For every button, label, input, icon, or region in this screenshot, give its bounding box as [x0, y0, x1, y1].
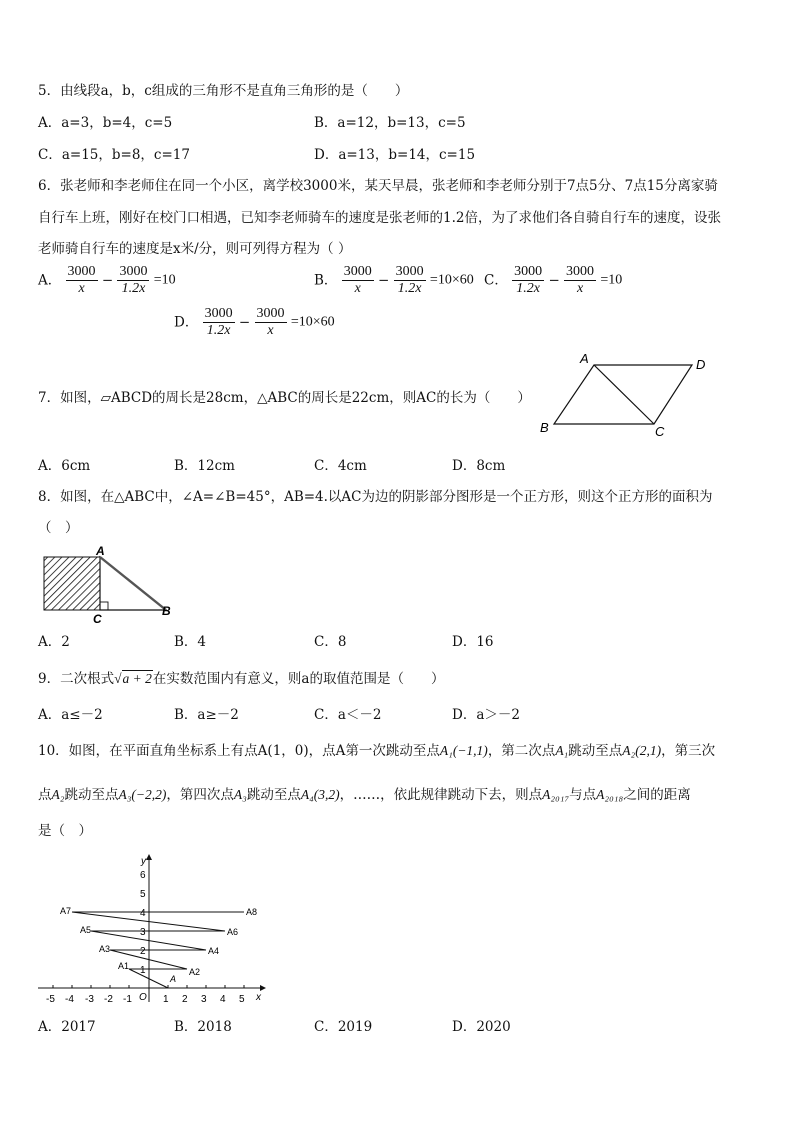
fraction: $\frac{3000}{x}$ [343, 264, 372, 296]
q7-option-d[interactable]: D．8cm [452, 458, 506, 474]
q6-option-c[interactable]: C． $\frac{3000}{1.2x}$ − $\frac{3000}{x}$ =10 [484, 264, 623, 296]
q6-option-d[interactable]: D． $\frac{3000}{1.2x}$ − $\frac{3000}{x}$ =10×60 [174, 306, 335, 338]
q5-option-d[interactable]: D．a=13，b=14，c=15 [314, 147, 476, 163]
x-tick: 3 [201, 994, 207, 1005]
q5-option-a[interactable]: A．a=3，b=4，c=5 [38, 115, 173, 131]
y-tick: 3 [140, 927, 146, 938]
right-angle-mark [100, 602, 108, 610]
sqrt-expression: √a + 2 [114, 671, 152, 686]
q9-option-b[interactable]: B．a≥－2 [174, 707, 239, 723]
triangle-square-figure [38, 545, 188, 625]
q10-stem-line2: 点A₂跳动至点A₃(−2,2)，第四次点A₃跳动至点A₄(3,2)，……，依此规律跳动下去，则点A₂₀₁₇与点A₂₀₁₈之间的距离 [38, 787, 691, 803]
fraction: $\frac{3000}{x}$ [67, 264, 96, 296]
q6-option-a-label: A． [38, 272, 62, 289]
x-axis-label: x [256, 992, 261, 1003]
label-c: C [93, 612, 102, 626]
q6-option-d-label: D． [174, 314, 199, 331]
q7-option-a[interactable]: A．6cm [38, 458, 91, 474]
fraction: $\frac{3000}{1.2x}$ [395, 264, 424, 296]
point-label-a7: A7 [60, 906, 72, 916]
y-tick: 6 [140, 870, 146, 881]
q6-option-c-label: C． [484, 272, 508, 289]
q10-option-b[interactable]: B．2018 [174, 1019, 232, 1035]
x-tick-labels [46, 992, 245, 1005]
label-c: C [655, 424, 665, 439]
q7-stem: 7．如图，▱ABCD的周长是28cm，△ABC的周长是22cm，则AC的长为（ ） [38, 390, 531, 406]
x-tick: -4 [65, 994, 74, 1005]
point-label-a: A [170, 974, 177, 984]
x-tick: 4 [220, 994, 226, 1005]
q8-option-d[interactable]: D．16 [452, 634, 494, 650]
q5-option-b[interactable]: B．a=12，b=13，c=5 [314, 115, 466, 131]
label-a: A [580, 351, 589, 366]
x-tick: -2 [104, 994, 113, 1005]
fraction: $\frac{3000}{1.2x}$ [514, 264, 543, 296]
q10-option-a[interactable]: A．2017 [38, 1019, 96, 1035]
y-tick: 4 [140, 908, 146, 919]
q9-option-c[interactable]: C．a＜－2 [314, 707, 382, 723]
label-a: A [96, 544, 105, 558]
q6-stem-line2: 自行车上班，刚好在校门口相遇，已知李老师骑车的速度是张老师的1.2倍，为了求他们各自骑自行车的速度，设张 [38, 210, 721, 226]
fraction: $\frac{3000}{x}$ [256, 306, 285, 338]
shaded-square [44, 557, 100, 610]
q8-stem-line2: （ ） [38, 520, 79, 536]
q10-stem-line1: 10．如图，在平面直角坐标系上有点A(1，0)，点A第一次跳动至点A₁(−1,1)，第二次点A₁跳动至点A₂(2,1)，第三次 [38, 743, 716, 759]
parallelogram-abcd [554, 365, 692, 424]
q8-option-a[interactable]: A．2 [38, 634, 70, 650]
q6-stem-line3: 老师骑自行车的速度是x米/分，则可列得方程为（ ） [38, 241, 352, 257]
q9-stem: 9．二次根式√a + 2在实数范围内有意义，则a的取值范围是（ ） [38, 671, 445, 687]
q6-option-b[interactable]: B． $\frac{3000}{x}$ − $\frac{3000}{1.2x}$ =10×60 [314, 264, 474, 296]
y-tick: 1 [140, 965, 146, 976]
x-tick: -1 [123, 994, 132, 1005]
point-label-a5: A5 [80, 925, 92, 935]
diagonal-ac [594, 365, 654, 424]
point-label-a6: A6 [227, 927, 239, 937]
label-b: B [540, 420, 549, 435]
label-d: D [696, 357, 706, 372]
point-label-a2: A2 [189, 967, 201, 977]
q9-option-d[interactable]: D．a＞－2 [452, 707, 520, 723]
q5-option-c[interactable]: C．a=15，b=8，c=17 [38, 147, 190, 163]
q8-option-b[interactable]: B．4 [174, 634, 207, 650]
x-tick: -5 [46, 994, 55, 1005]
q5-stem: 5．由线段a，b，c组成的三角形不是直角三角形的是（ ） [38, 83, 409, 99]
q10-stem-line3: 是（ ） [38, 823, 92, 839]
y-tick-labels [140, 870, 146, 976]
point-label-a4: A4 [208, 946, 220, 956]
q8-option-c[interactable]: C．8 [314, 634, 347, 650]
q6-option-a[interactable]: A． $\frac{3000}{x}$ − $\frac{3000}{1.2x}$ =10 [38, 264, 176, 296]
coordinate-graph [38, 852, 278, 1012]
parallelogram-figure [530, 350, 730, 440]
point-label-a8: A8 [246, 907, 258, 917]
x-tick: O [139, 992, 147, 1003]
y-tick: 2 [140, 946, 146, 957]
point-label-a3: A3 [99, 944, 111, 954]
q7-option-b[interactable]: B．12cm [174, 458, 235, 474]
q9-option-a[interactable]: A．a≤－2 [38, 707, 103, 723]
label-b: B [162, 604, 171, 618]
q6-stem-line1: 6．张老师和李老师住在同一个小区，离学校3000米，某天早晨，张老师和李老师分别于7点5分、7点15分离家骑 [38, 178, 718, 194]
x-tick: 2 [182, 994, 188, 1005]
q10-option-d[interactable]: D．2020 [452, 1019, 511, 1035]
x-tick: 5 [239, 994, 245, 1005]
q6-option-b-label: B． [314, 272, 338, 289]
y-axis-label: y [141, 856, 146, 867]
point-label-a1: A1 [118, 961, 130, 971]
q8-stem-line1: 8．如图，在△ABC中，∠A=∠B=45°，AB=4.以AC为边的阴影部分图形是一个正方形，则这个正方形的面积为 [38, 489, 713, 505]
x-tick: 1 [163, 994, 169, 1005]
q10-option-c[interactable]: C．2019 [314, 1019, 373, 1035]
y-tick: 5 [140, 889, 146, 900]
fraction: $\frac{3000}{1.2x}$ [204, 306, 233, 338]
fraction: $\frac{3000}{x}$ [566, 264, 595, 296]
fraction: $\frac{3000}{1.2x}$ [119, 264, 148, 296]
q7-option-c[interactable]: C．4cm [314, 458, 367, 474]
x-tick: -3 [85, 994, 94, 1005]
